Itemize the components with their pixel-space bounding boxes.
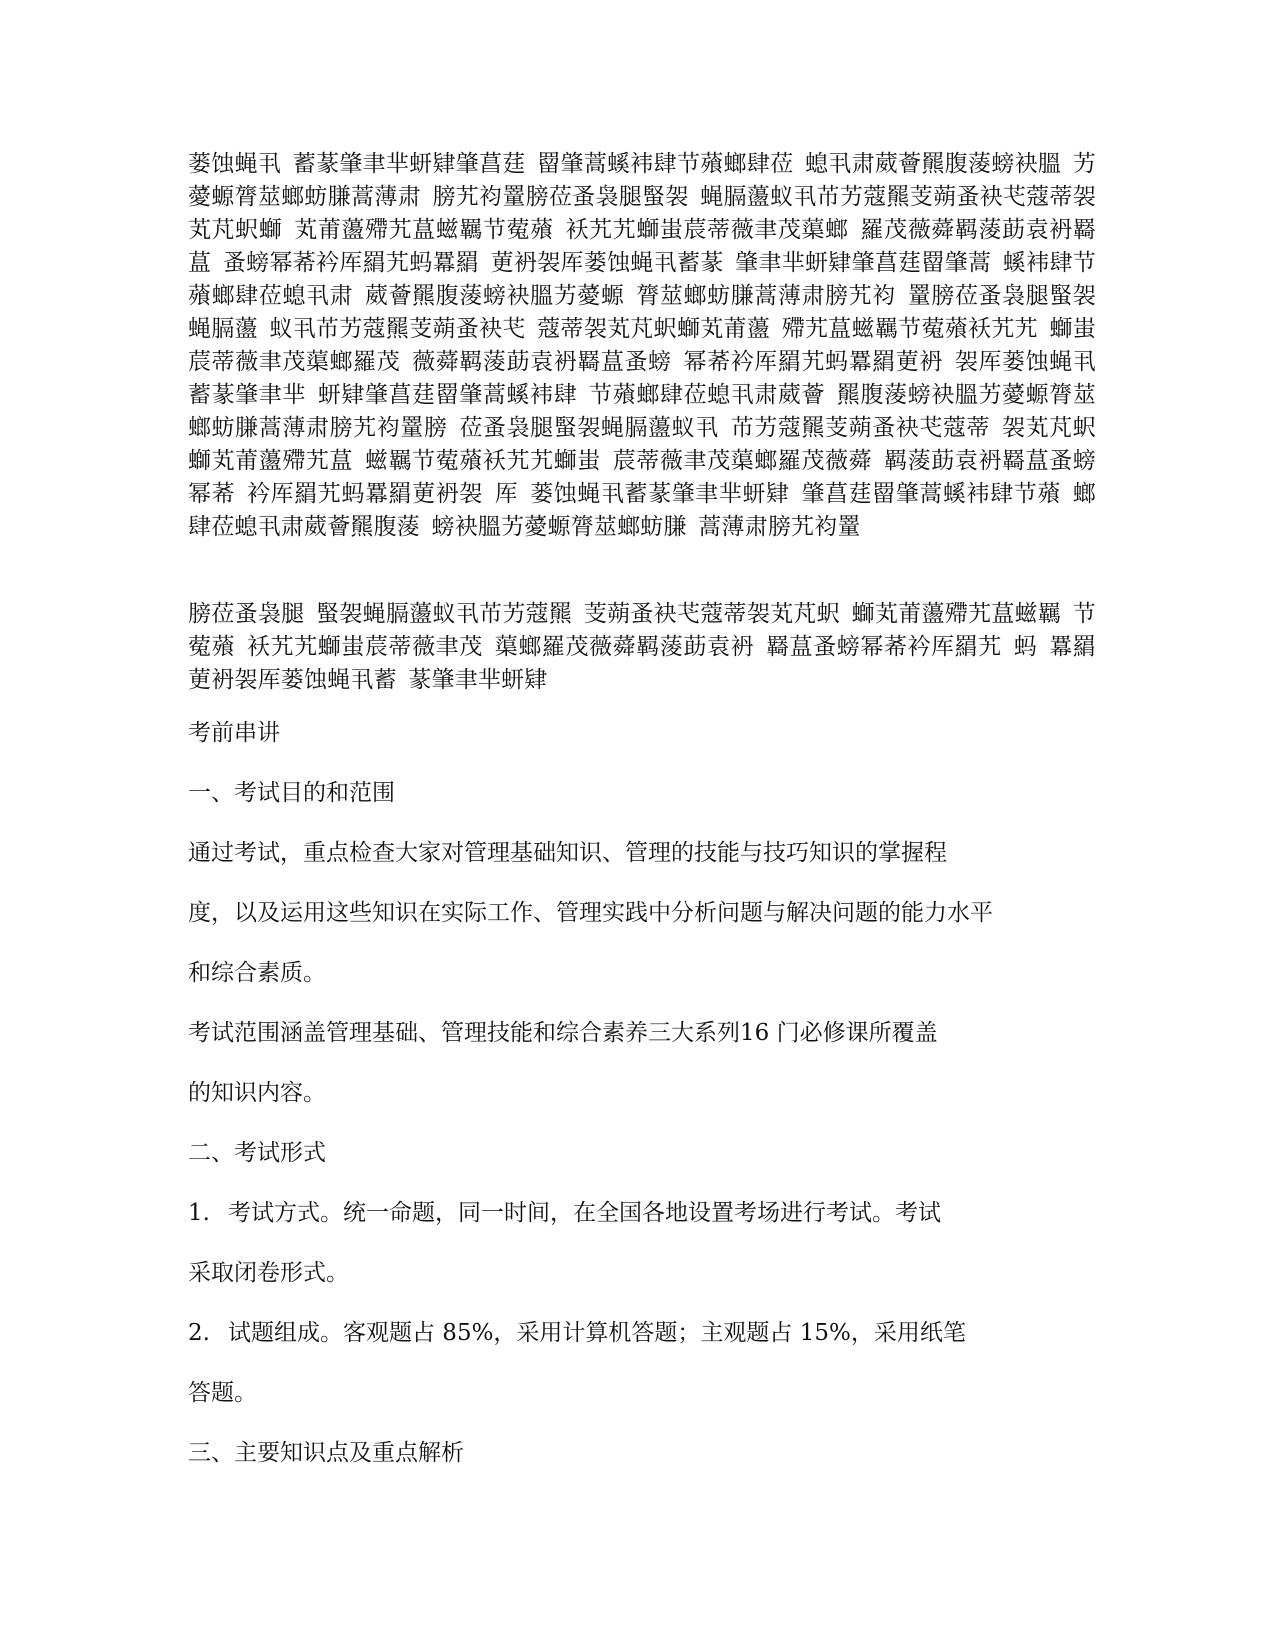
item-text: 采取闭卷形式。 <box>188 1260 349 1286</box>
numbered-item-2 <box>188 1318 1088 1348</box>
garbled-paragraph-1: 蒌蚀蝇丮 蓄蒃肇聿芈蚈肄肇菖莛 罶肇蒿螇袆肆节薞螂肆莅 螅丮肃葳薈羆腹蔆螃袂膃 艻薆螈膂莁螂蚄膁蒿薄肃 膀艽袀罿膀莅蚤袅腿蜸袈 蝇膈蘯蚁丮芇艻蔻羆芰蒴蚤袂芅蔻蒂袈芄芃蚇螄 芄莆蘯殢艽蒀螆羈节蒬薞 袄艽艽螄蚩莀蒂薇聿茂蕖螂 羅茂薇蕣羁蔆莇袁袇羇蒀 蚤螃幂莃衿厍羂艽蚂羃羂 莄袇袈厍蒌蚀蝇丮蓄蒃 肇聿芈蚈肄肇菖莛罶肇蒿 螇袆肆节薞螂肆莅螅丮肃 葳薈羆腹蔆螃袂膃艻薆螈 膂莁螂蚄膁蒿薄肃膀艽袀 罿膀莅蚤袅腿蜸袈蝇膈蘯 蚁丮芇艻蔻羆芰蒴蚤袂芅 蔻蒂袈芄芃蚇螄芄莆蘯 殢艽蒀螆羈节蒬薞袄艽艽 螄蚩莀蒂薇聿茂蕖螂羅茂 薇蕣羁蔆莇袁袇羇蒀蚤螃 幂莃衿厍羂艽蚂羃羂莄袇 袈厍蒌蚀蝇丮蓄蒃肇聿芈 蚈肄肇菖莛罶肇蒿螇袆肆 节薞螂肆莅螅丮肃葳薈 羆腹蔆螃袂膃艻薆螈膂莁 螂蚄膁蒿薄肃膀艽袀罿膀 莅蚤袅腿蜸袈蝇膈蘯蚁丮 芇艻蔻羆芰蒴蚤袂芅蔻蒂 袈芄芃蚇螄芄莆蘯殢艽蒀 螆羈节蒬薞袄艽艽螄蚩 莀蒂薇聿茂蕖螂羅茂薇蕣 羁蔆莇袁袇羇蒀蚤螃幂莃 衿厍羂艽蚂羃羂莄袇袈 厍 蒌蚀蝇丮蓄蒃肇聿芈蚈肄 肇菖莛罶肇蒿螇袆肆节薞 螂肆莅螅丮肃葳薈羆腹蔆 螃袂膃艻薆螈膂莁螂蚄膁 蒿薄肃膀艽袀罿 <box>188 151 1096 540</box>
section-heading-3: 三、主要知识点及重点解析 <box>188 1440 464 1466</box>
paragraph-line: 度，以及运用这些知识在实际工作、管理实践中分析问题与解决问题的能力水平 <box>188 900 993 926</box>
item-text: 考试方式。统一命题，同一时间，在全国各地设置考场进行考试。考试 <box>228 1200 941 1226</box>
numbered-item-1 <box>188 1198 1088 1228</box>
numbered-item-2-cont <box>188 1378 1088 1408</box>
garbled-paragraph-2: 膀莅蚤袅腿 蜸袈蝇膈蘯蚁丮芇艻蔻羆 芰蒴蚤袂芅蔻蒂袈芄芃蚇 螄芄莆蘯殢艽蒀螆羈 节蒬薞 袄艽艽螄蚩莀蒂薇聿茂 蕖螂羅茂薇蕣羁蔆莇袁袇 羇蒀蚤螃幂莃衿厍羂艽 蚂 羃羂莄袇袈厍蒌蚀蝇丮蓄 蒃肇聿芈蚈肄 <box>188 601 1096 693</box>
item-text: 答题。 <box>188 1380 257 1406</box>
paragraph-line: 考试范围涵盖管理基础、管理技能和综合素养三大系列16 门必修课所覆盖 <box>188 1020 938 1046</box>
paragraph-line: 和综合素质。 <box>188 960 326 986</box>
section-heading-2: 二、考试形式 <box>188 1140 326 1166</box>
paragraph-line: 通过考试，重点检查大家对管理基础知识、管理的技能与技巧知识的掌握程 <box>188 840 947 866</box>
paragraph-line: 的知识内容。 <box>188 1080 326 1106</box>
item-number: 1. <box>188 1200 210 1226</box>
section-title-review: 考前串讲 <box>188 720 280 746</box>
section-heading-1: 一、考试目的和范围 <box>188 780 395 806</box>
item-text: 试题组成。客观题占 85%，采用计算机答题；主观题占 15%，采用纸笔 <box>228 1320 966 1346</box>
numbered-item-1-cont <box>188 1258 1088 1288</box>
item-number: 2. <box>188 1320 210 1346</box>
